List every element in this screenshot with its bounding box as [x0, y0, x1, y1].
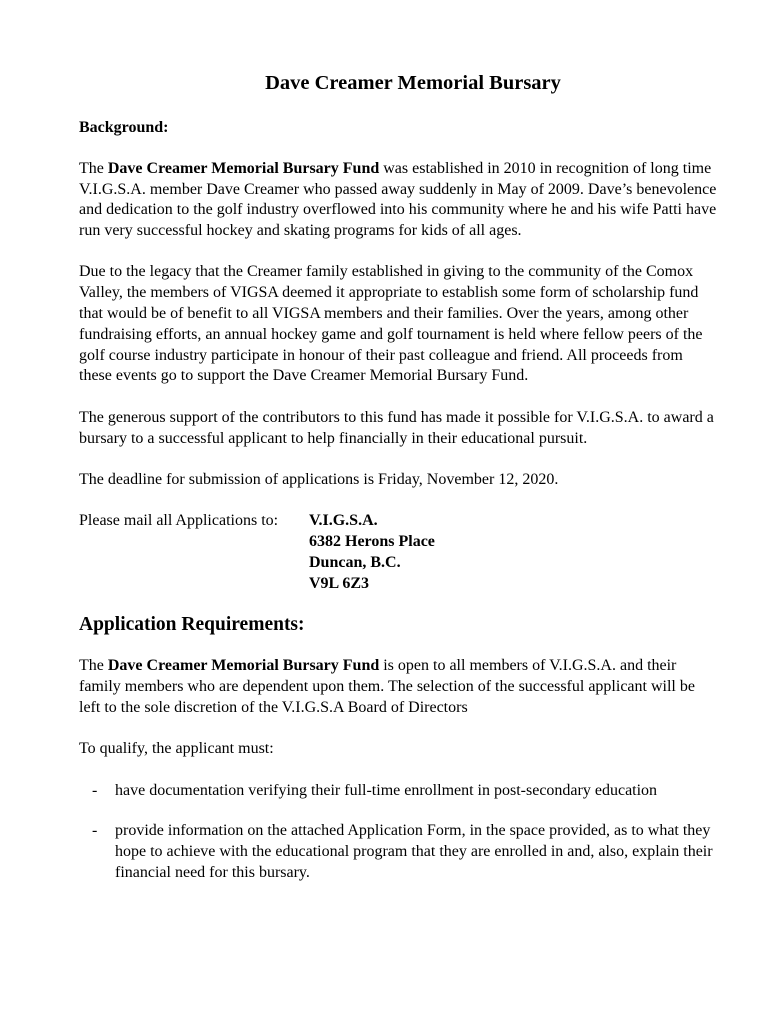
p1-pre: The	[79, 159, 108, 177]
deadline-paragraph: The deadline for submission of applications is Friday, November 12, 2020.	[79, 470, 559, 488]
eligibility-paragraph	[79, 656, 719, 718]
requirements-list	[79, 781, 719, 884]
address-line: V.I.G.S.A.	[309, 512, 378, 530]
p4-post: is open to all members of V.I.G.S.A. and their family members who are dependent upon them. The selection of the successful applicant will be left to the sole discretion of the V.I.G.S.A Board of Directors	[79, 657, 695, 716]
p4-fund-name: Dave Creamer Memorial Bursary Fund	[107, 657, 380, 675]
requirement-text: provide information on the attached Application Form, in the space provided, as to what they hope to achieve with the educational program that they are enrolled in and, also, explain their financial need for this bursary.	[115, 822, 713, 881]
requirements-heading: Application Requirements:	[79, 614, 305, 636]
requirement-text: have documentation verifying their full-time enrollment in post-secondary education	[115, 781, 658, 799]
address-line: Duncan, B.C.	[309, 553, 401, 571]
p1-post: was established in 2010 in recognition of long time V.I.G.S.A. member Dave Creamer who passed away suddenly in May of 2009. Dave’s benevolence and dedication to the golf industry overflowed into his community where he and his wife Patti have run very successful hockey and skating programs for kids of all ages.	[79, 159, 717, 240]
document-title: Dave Creamer Memorial Bursary	[265, 72, 561, 94]
p4-pre: The	[79, 657, 108, 675]
background-heading: Background:	[79, 119, 169, 136]
address-line: 6382 Herons Place	[309, 532, 435, 550]
list-item	[79, 781, 719, 802]
mailing-address-block	[79, 511, 719, 594]
bullet-dash: -	[92, 822, 98, 840]
qualify-intro: To qualify, the applicant must:	[79, 740, 274, 758]
background-paragraph-2: Due to the legacy that the Creamer family established in giving to the community of the Comox Valley, the members of VIGSA deemed it appropriate to establish some form of scholarship fund that would be of benefit to all VIGSA members and their families. Over the years, among other fundraising efforts, an annual hockey game and golf tournament is held where fellow peers of the golf course industry participate in honour of their past colleague and friend. All proceeds from these events go to support the Dave Creamer Memorial Bursary Fund.	[79, 263, 703, 385]
p1-fund-name: Dave Creamer Memorial Bursary Fund	[107, 159, 380, 177]
list-item	[79, 821, 719, 883]
background-paragraph-1	[79, 159, 719, 242]
address-line: V9L 6Z3	[309, 574, 370, 592]
bullet-dash: -	[92, 781, 98, 799]
mailing-address-label: Please mail all Applications to:	[79, 512, 279, 530]
document-page	[79, 70, 719, 904]
background-paragraph-3: The generous support of the contributors to this fund has made it possible for V.I.G.S.A. to award a bursary to a successful applicant to help financially in their educational pursuit.	[79, 408, 714, 447]
mailing-address	[309, 511, 435, 594]
